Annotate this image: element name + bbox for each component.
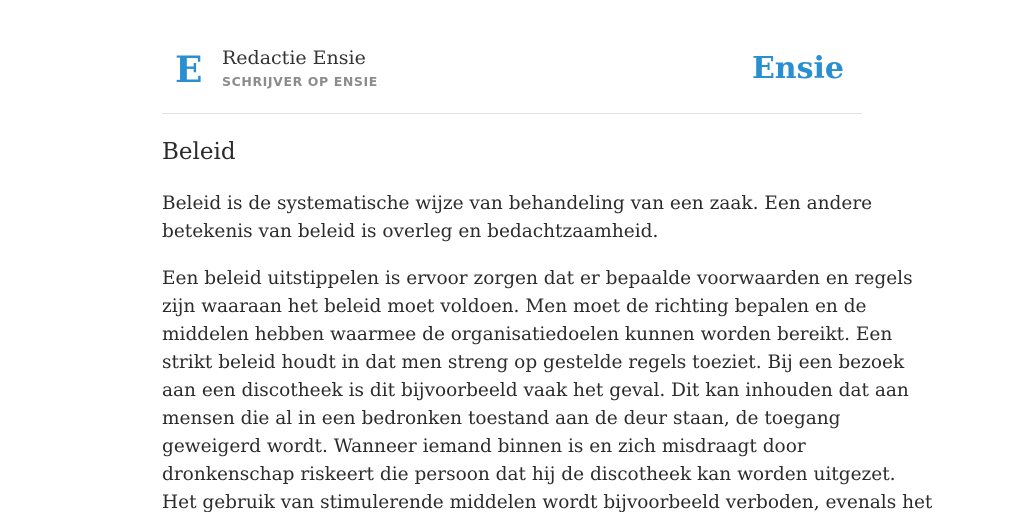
paragraph-line: middelen hebben waarmee de organisatiedoelen kunnen worden bereikt. Een xyxy=(162,324,893,345)
paragraph-line: betekenis van beleid is overleg en bedachtzaamheid. xyxy=(162,221,659,242)
paragraph-1 xyxy=(162,190,873,246)
paragraph-line: zijn waaraan het beleid moet voldoen. Men moet de richting bepalen en de xyxy=(162,296,867,317)
author-name-link[interactable]: Redactie Ensie xyxy=(222,47,366,69)
article-page xyxy=(162,0,933,512)
paragraph-line: Beleid is de systematische wijze van behandeling van een zaak. Een andere xyxy=(162,193,873,214)
paragraph-line: Een beleid uitstippelen is ervoor zorgen dat er bepaalde voorwaarden en regels xyxy=(162,268,913,289)
article-body xyxy=(162,190,933,512)
paragraph-line: strikt beleid houdt in dat men streng op gestelde regels toeziet. Bij een bezoek xyxy=(162,352,905,373)
author-header xyxy=(162,0,862,114)
paragraph-line: geweigerd wordt. Wanneer iemand binnen is en zich misdraagt door xyxy=(162,436,806,457)
paragraph-line: dronkenschap riskeert die persoon dat hij de discotheek kan worden uitgezet. xyxy=(162,464,896,485)
author-avatar-logo[interactable]: E xyxy=(175,49,203,91)
paragraph-2 xyxy=(162,265,933,512)
paragraph-line: mensen die al in een bedronken toestand aan de deur staan, de toegang xyxy=(162,408,841,429)
paragraph-line: Het gebruik van stimulerende middelen wordt bijvoorbeeld verboden, evenals het xyxy=(162,492,933,512)
ensie-logo-link[interactable]: Ensie xyxy=(751,51,844,86)
article-title: Beleid xyxy=(162,139,236,165)
paragraph-line: aan een discotheek is dit bijvoorbeeld vaak het geval. Dit kan inhouden dat aan xyxy=(162,380,909,401)
author-role-label: SCHRIJVER OP ENSIE xyxy=(222,74,378,89)
